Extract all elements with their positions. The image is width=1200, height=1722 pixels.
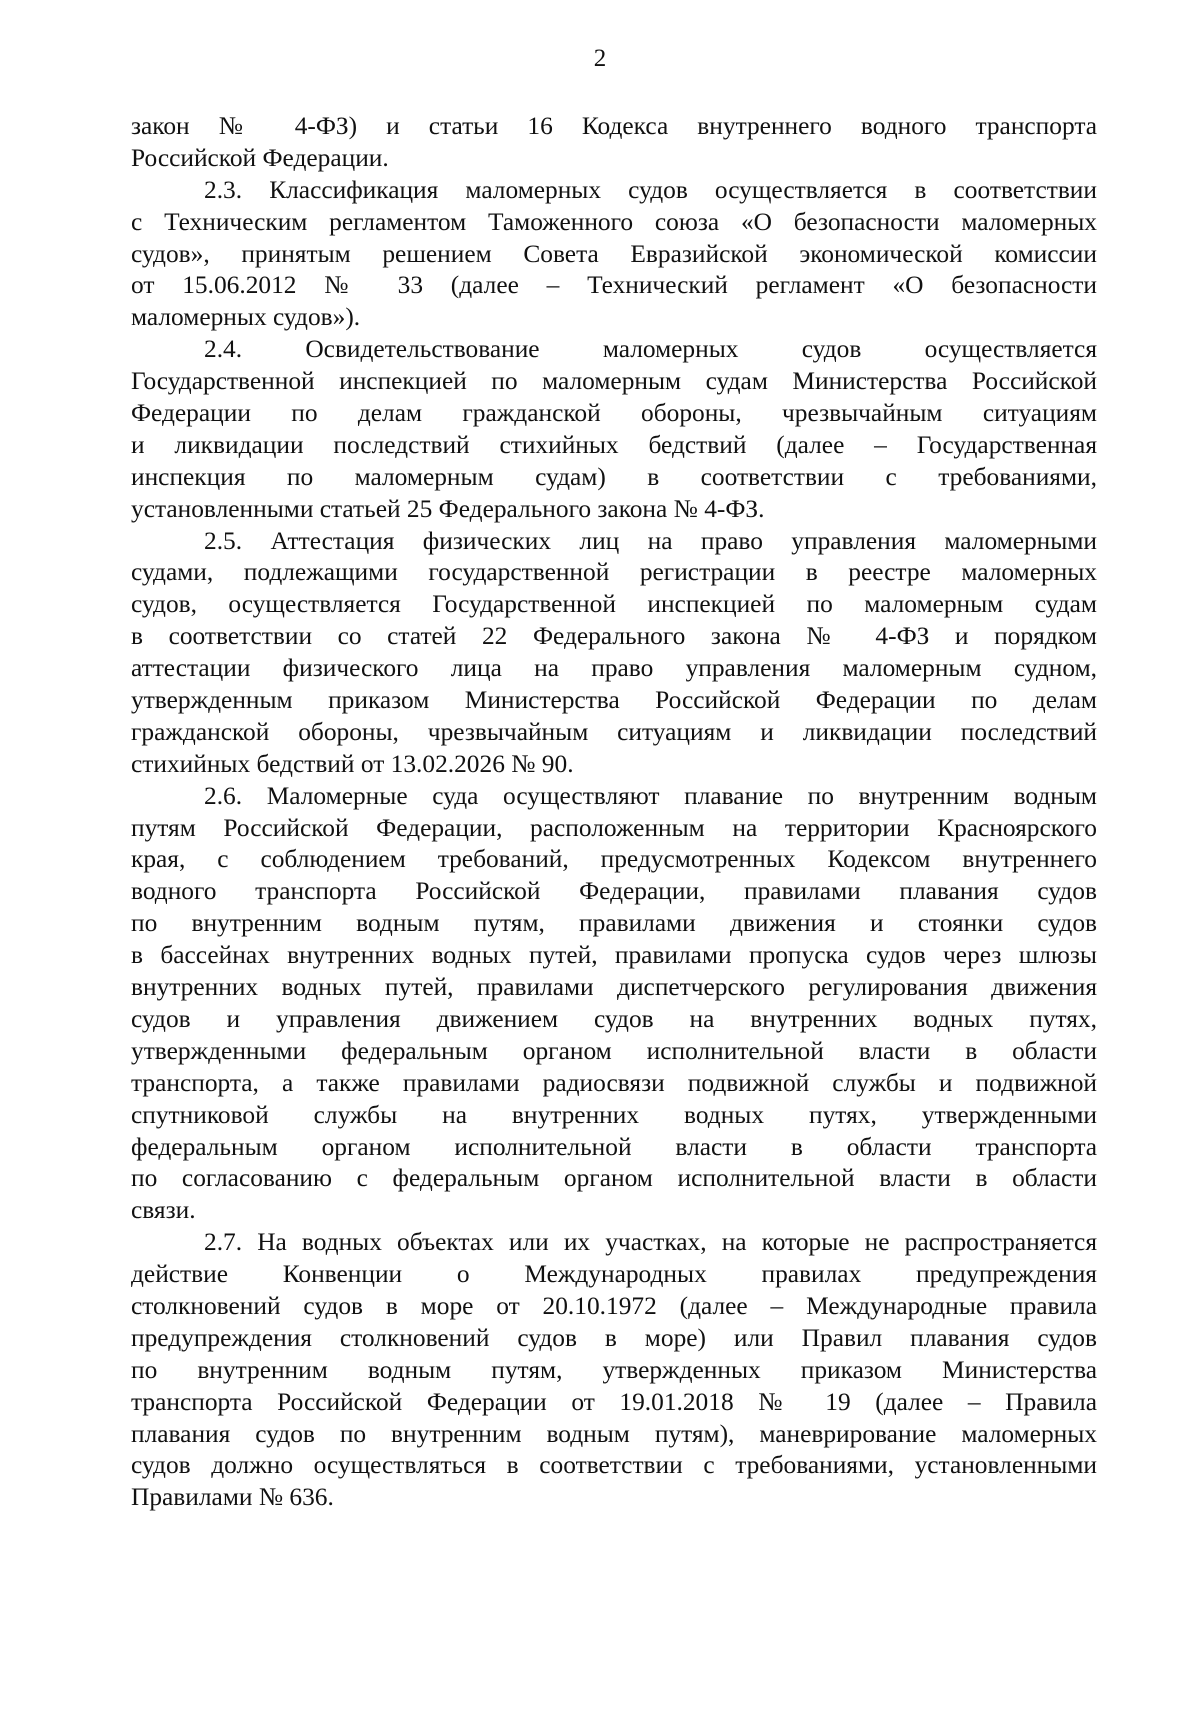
text-line: аттестации физического лица на право управления маломерным судном, [131,654,1097,683]
text-line: утвержденным приказом Министерства Российской Федерации по делам [131,686,1097,715]
text-line: закон № 4-ФЗ) и статьи 16 Кодекса внутреннего водного транспорта [131,112,1097,140]
text-line: судами, подлежащими государственной регистрации в реестре маломерных [131,558,1097,587]
text-line: и ликвидации последствий стихийных бедствий (далее – Государственная [131,430,1097,459]
text-line: судов должно осуществляться в соответствии с требованиями, установленными [131,1451,1097,1480]
text-line: столкновений судов в море от 20.10.1972 (далее – Международные правила [131,1291,1097,1320]
text-line: 2.5. Аттестация физических лиц на право управления маломерными [204,526,1097,555]
text-line: транспорта Российской Федерации от 19.01.2018 № 19 (далее – Правила [131,1387,1097,1416]
text-line: судов и управления движением судов на внутренних водных путях, [131,1004,1097,1033]
text-line: транспорта, а также правилами радиосвязи подвижной службы и подвижной [131,1068,1097,1097]
text-line: судов, осуществляется Государственной инспекцией по маломерным судам [131,590,1097,619]
text-line: в бассейнах внутренних водных путей, правилами пропуска судов через шлюзы [131,941,1097,970]
text-line: действие Конвенции о Международных правилах предупреждения [131,1260,1097,1289]
text-line: установленными статьей 25 Федерального закона № 4-ФЗ. [131,494,765,523]
text-line: 2.4. Освидетельствование маломерных судов осуществляется [204,335,1097,364]
text-line: Государственной инспекцией по маломерным судам Министерства Российской [131,367,1097,396]
text-line: Правилами № 636. [131,1483,334,1512]
text-line: связи. [131,1196,196,1225]
text-line: инспекция по маломерным судам) в соответствии с требованиями, [131,462,1097,491]
text-line: по согласованию с федеральным органом исполнительной власти в области [131,1164,1097,1193]
text-line: предупреждения столкновений судов в море) или Правил плавания судов [131,1323,1097,1352]
text-line: края, с соблюдением требований, предусмотренных Кодексом внутреннего [131,845,1097,874]
text-line: 2.3. Классификация маломерных судов осуществляется в соответствии [204,175,1097,204]
page-number: 2 [593,45,607,72]
text-line: стихийных бедствий от 13.02.2026 № 90. [131,749,574,778]
text-line: маломерных судов»). [131,303,361,332]
document-body [131,111,1097,1514]
text-line: 2.7. На водных объектах или их участках, на которые не распространяется [204,1228,1097,1257]
text-line: в соответствии со статей 22 Федерального закона № 4-ФЗ и порядком [131,622,1097,651]
text-line: утвержденными федеральным органом исполнительной власти в области [131,1036,1097,1065]
text-line: федеральным органом исполнительной власти в области транспорта [131,1132,1097,1161]
text-line: судов», принятым решением Совета Евразийской экономической комиссии [131,239,1097,268]
text-line: по внутренним водным путям, утвержденных приказом Министерства [131,1355,1097,1384]
text-line: путям Российской Федерации, расположенным на территории Красноярского [131,813,1097,842]
text-line: 2.6. Маломерные суда осуществляют плавание по внутренним водным [204,781,1097,810]
text-line: Федерации по делам гражданской обороны, чрезвычайным ситуациям [131,399,1097,428]
text-line: плавания судов по внутренним водным путям), маневрирование маломерных [131,1419,1097,1448]
text-line: водного транспорта Российской Федерации, правилами плавания судов [131,877,1097,906]
text-line: с Техническим регламентом Таможенного союза «О безопасности маломерных [131,207,1097,236]
text-line: Российской Федерации. [131,143,389,172]
text-line: спутниковой службы на внутренних водных путях, утвержденными [131,1100,1097,1129]
text-line: по внутренним водным путям, правилами движения и стоянки судов [131,909,1097,938]
text-line: гражданской обороны, чрезвычайным ситуациям и ликвидации последствий [131,717,1097,746]
text-line: от 15.06.2012 № 33 (далее – Технический регламент «О безопасности [131,271,1097,300]
text-line: внутренних водных путей, правилами диспетчерского регулирования движения [131,973,1097,1002]
